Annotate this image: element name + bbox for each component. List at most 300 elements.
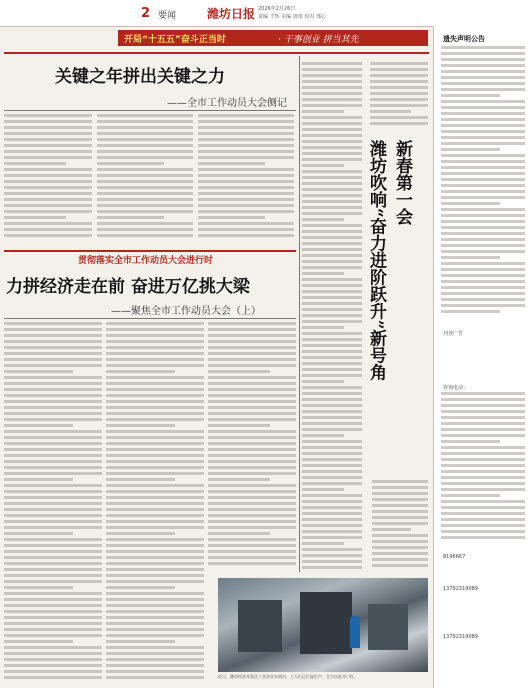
text-line [302,266,362,269]
text-line [302,188,362,191]
text-line [4,352,102,355]
text-line [302,344,362,347]
text-line [208,538,296,541]
text-line [97,162,164,165]
text-line [441,106,525,109]
text-line [198,162,265,165]
photo-machine [238,600,282,652]
text-line [302,242,362,245]
text-line [302,362,362,365]
text-line [4,634,102,637]
text-line [302,452,362,455]
text-line [302,548,362,551]
text-line [106,442,204,445]
text-line [198,210,294,213]
text-line [208,394,296,397]
text-line [106,598,204,601]
text-line [106,382,204,385]
text-line [4,364,102,367]
text-line [302,404,362,407]
text-line [302,68,362,71]
editor-credits: 责编 王辉 美编 唐雨 校对 邢心 [258,14,326,20]
text-line [106,496,204,499]
text-line [106,634,204,637]
text-line [97,234,193,237]
text-line [302,140,362,143]
text-line [372,486,428,489]
text-line [302,224,362,227]
text-line [97,216,164,219]
text-line [97,138,193,141]
text-line [302,494,362,497]
text-line [106,610,204,613]
text-line [4,234,92,237]
text-line [441,310,500,313]
text-line [441,226,525,229]
text-line [198,120,294,123]
text-line [302,176,362,179]
text-line [302,440,362,443]
article-body-column [4,322,102,682]
text-line [4,156,92,159]
text-line [4,442,102,445]
text-line [302,536,362,539]
text-line [4,514,102,517]
text-line [441,506,525,509]
text-line [302,152,362,155]
text-line [302,122,362,125]
text-line [198,228,294,231]
text-line [441,244,525,247]
text-line [441,494,500,497]
text-line [208,430,296,433]
text-line [302,278,362,281]
text-line [441,476,525,479]
text-line [441,178,525,181]
text-line [4,186,92,189]
text-line [208,406,296,409]
text-line [198,198,294,201]
text-line [4,508,102,511]
text-line [441,512,525,515]
text-line [4,580,102,583]
text-line [4,526,102,529]
text-line [370,68,428,71]
text-line [4,388,102,391]
text-line [4,114,92,117]
text-line [97,186,193,189]
text-line [302,302,362,305]
text-line [4,646,102,649]
text-line [372,534,428,537]
text-line [4,604,102,607]
text-line [106,574,204,577]
text-line [106,646,204,649]
text-line [208,412,296,415]
text-line [106,628,204,631]
text-line [97,180,193,183]
text-line [302,92,362,95]
text-line [4,544,102,547]
text-line [4,460,102,463]
text-line [4,562,102,565]
text-line [198,204,294,207]
text-line [441,220,525,223]
text-line [441,262,525,265]
text-line [302,566,362,569]
text-line [198,144,294,147]
text-line [441,166,525,169]
text-line [302,218,344,221]
text-line [441,196,525,199]
text-line [441,112,525,115]
text-line [372,516,428,519]
text-line [4,472,102,475]
text-line [106,544,204,547]
text-line [302,506,362,509]
text-line [4,322,102,325]
text-line [97,114,193,117]
text-line [302,398,362,401]
article-body-column [370,62,428,132]
photo-machine [300,592,352,654]
text-line [302,158,362,161]
text-line [441,118,525,121]
text-line [208,442,296,445]
text-line [106,358,204,361]
text-line [372,540,428,543]
text-line [4,394,102,397]
text-line [106,502,204,505]
text-line [441,422,525,425]
text-line [4,484,102,487]
text-line [370,98,428,101]
text-line [441,46,525,49]
text-line [97,198,193,201]
text-line [4,640,73,643]
text-line [4,610,102,613]
text-line [198,168,294,171]
text-line [4,346,102,349]
text-line [441,440,500,443]
text-line [198,138,294,141]
text-line [4,622,102,625]
text-line [302,170,362,173]
text-line [4,216,66,219]
text-line [441,190,525,193]
text-line [106,562,204,565]
article-body-column [106,322,204,682]
text-line [441,250,525,253]
text-line [198,180,294,183]
text-line [4,334,102,337]
text-line [372,552,428,555]
text-line [4,502,102,505]
text-line [4,454,102,457]
text-line [441,214,525,217]
text-line [106,652,204,655]
text-line [208,388,296,391]
text-line [441,136,525,139]
text-line [441,458,525,461]
text-line [4,192,92,195]
text-line [208,520,296,523]
text-line [208,478,270,481]
text-line [302,236,362,239]
text-line [302,212,362,215]
text-line [106,400,204,403]
text-line [106,526,204,529]
text-line [208,448,296,451]
text-line [106,568,204,571]
text-line [302,134,362,137]
text-line [302,470,362,473]
text-line [208,562,296,565]
notice-body [441,46,525,316]
text-line [4,448,102,451]
text-line [372,546,428,549]
text-line [106,532,175,535]
text-line [4,150,92,153]
text-line [441,232,525,235]
text-line [441,100,525,103]
text-line [441,154,525,157]
text-line [302,128,362,131]
text-line [302,200,362,203]
text-line [106,322,204,325]
text-line [441,130,525,133]
text-line [302,254,362,257]
text-line [441,292,525,295]
text-line [106,670,204,673]
text-line [441,452,525,455]
text-line [4,664,102,667]
text-line [441,488,525,491]
text-line [208,484,296,487]
text-line [4,478,73,481]
text-line [106,370,175,373]
text-line [441,298,525,301]
text-line [208,382,296,385]
text-line [4,376,102,379]
article-vertical-headline-secondary: 新春第一会 [392,140,412,225]
text-line [441,530,525,533]
text-line [4,132,92,135]
text-line [106,580,204,583]
text-line [302,446,362,449]
text-line [106,556,204,559]
text-line [106,658,204,661]
text-line [4,198,92,201]
text-line [106,484,204,487]
text-line [441,172,525,175]
text-line [372,498,428,501]
text-line [4,670,102,673]
article-body-column [198,114,294,244]
text-line [441,94,500,97]
text-line [198,114,294,117]
text-line [372,564,428,567]
text-line [97,210,193,213]
text-line [302,476,362,479]
text-line [302,374,362,377]
text-line [370,92,428,95]
text-line [106,604,204,607]
text-line [441,398,525,401]
text-line [4,138,92,141]
text-line [106,340,204,343]
text-line [302,512,362,515]
article-body-column [208,322,296,572]
text-line [370,86,428,89]
banner-slogan-secondary: · 干事创业 拼当其先 [278,35,359,45]
text-line [302,542,344,545]
text-line [302,230,362,233]
text-line [198,234,294,237]
text-line [198,156,294,159]
text-line [4,180,92,183]
text-line [97,150,193,153]
text-line [198,126,294,129]
text-line [106,424,175,427]
text-line [4,400,102,403]
text-line [302,332,362,335]
news-photo [218,578,428,672]
text-line [441,536,525,539]
text-line [97,228,193,231]
text-line [302,488,344,491]
text-line [106,514,204,517]
text-line [302,308,362,311]
text-line [106,592,204,595]
text-line [106,364,204,367]
text-line [208,358,296,361]
banner-slogan: 开局“十五五”奋斗正当时 [124,35,226,45]
text-line [302,380,344,383]
text-line [441,82,525,85]
text-line [208,370,270,373]
text-line [198,192,294,195]
text-line [106,640,175,643]
text-line [441,500,525,503]
text-line [302,320,362,323]
text-line [208,334,296,337]
text-line [198,222,294,225]
sidebar-text [441,392,525,542]
text-line [372,492,428,495]
text-line [441,280,525,283]
text-line [302,524,362,527]
page-header [0,0,530,27]
text-line [441,524,525,527]
text-line [372,480,428,483]
text-line [441,70,525,73]
text-line [4,168,92,171]
text-line [4,532,73,535]
text-line [106,406,204,409]
text-line [4,126,92,129]
text-line [97,192,193,195]
text-line [106,448,204,451]
text-line [198,216,265,219]
text-line [4,340,102,343]
text-line [106,478,175,481]
text-line [302,74,362,77]
text-line [370,110,411,113]
text-line [208,490,296,493]
text-line [441,392,525,395]
text-line [441,142,525,145]
text-line [302,458,362,461]
campaign-banner [118,30,428,46]
text-line [441,470,525,473]
text-line [106,520,204,523]
text-line [441,416,525,419]
text-line [106,676,204,679]
text-line [372,510,428,513]
text-line [441,482,525,485]
text-line [97,156,193,159]
text-line [370,104,428,107]
text-line [208,454,296,457]
text-line [106,394,204,397]
text-line [4,490,102,493]
divider [4,110,296,111]
text-line [372,528,411,531]
text-line [302,482,362,485]
text-line [208,496,296,499]
photo-caption: 近日，潍坊经济开发区工业企业车间内，工人们正忙碌生产，全力以赴开门红。 [218,674,358,679]
text-line [441,76,525,79]
text-line [208,508,296,511]
article-headline: 关键之年拼出关键之力 [55,67,225,87]
text-line [106,376,204,379]
divider [4,250,296,252]
text-line [208,436,296,439]
text-line [106,466,204,469]
phone-number: 13792319089 [443,586,478,592]
text-line [198,174,294,177]
text-line [208,346,296,349]
text-line [302,500,362,503]
text-line [97,126,193,129]
text-line [106,346,204,349]
text-line [106,586,175,589]
text-line [441,464,525,467]
text-line [370,80,428,83]
text-line [208,514,296,517]
page-number: 2 [141,6,151,21]
text-line [302,98,362,101]
text-line [4,598,102,601]
text-line [302,410,362,413]
text-line [208,460,296,463]
text-line [302,248,362,251]
text-line [208,352,296,355]
phone-label: 咨询电话： [443,385,469,391]
text-line [4,436,102,439]
text-line [441,202,500,205]
text-line [208,544,296,547]
text-line [106,454,204,457]
text-line [208,472,296,475]
text-line [208,322,296,325]
text-line [106,418,204,421]
divider [4,52,429,54]
text-line [106,352,204,355]
text-line [441,256,500,259]
text-line [97,132,193,135]
